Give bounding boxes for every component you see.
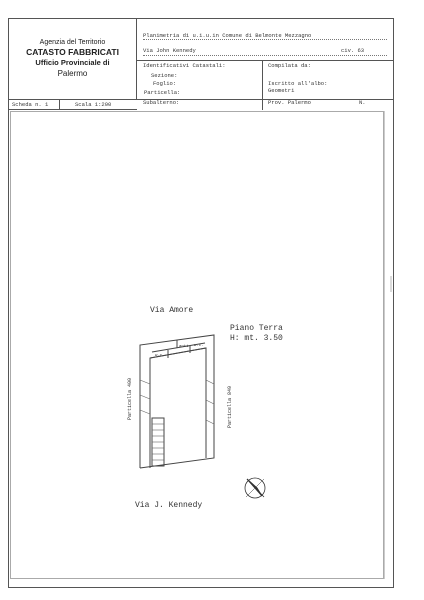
wc-label-1: w.c. [155,354,165,358]
agency-name: Agenzia del Territorio [39,39,106,46]
identificativi-label: Identificativi Catastali: [143,62,226,69]
ufficio-label: Ufficio Provinciale di [35,58,110,67]
foglio-label: Foglio: [153,80,177,87]
plan-title: Planimetria di u.i.u.in Comune di Belmonte Mezzagno [143,32,312,39]
province-name: Palermo [57,69,88,78]
particella-right: Particella 849 [227,385,233,428]
compilata-label: Compilata da: [268,62,311,69]
anti-label: anti [179,345,189,349]
floor-label: Piano Terra [230,324,283,333]
particella-left: Particella 400 [127,377,133,420]
numero-label: N. [359,99,366,106]
catasto-title: CATASTO FABBRICATI [26,47,119,57]
ceiling-height: H: mt. 3.50 [230,334,283,343]
north-arrow-icon [245,478,265,498]
scheda-number: Scheda n. 1 [12,101,49,108]
scale: Scala 1:200 [75,101,112,108]
subalterno-label: Subalterno: [143,99,180,106]
street-bottom: Via J. Kennedy [135,501,203,510]
street-top: Via Amore [150,306,194,315]
prov-label: Prov. Palermo [268,99,311,106]
sezione-label: Sezione: [151,72,178,79]
wc-label-2: w.c. [194,344,204,348]
iscritto-label: Iscritto all'albo: [268,80,328,87]
particella-label: Particella: [144,89,181,96]
civic-number: civ. 63 [341,47,365,54]
iscritto-value: Geometri [268,87,295,94]
address: Via John Kennedy [143,47,196,54]
